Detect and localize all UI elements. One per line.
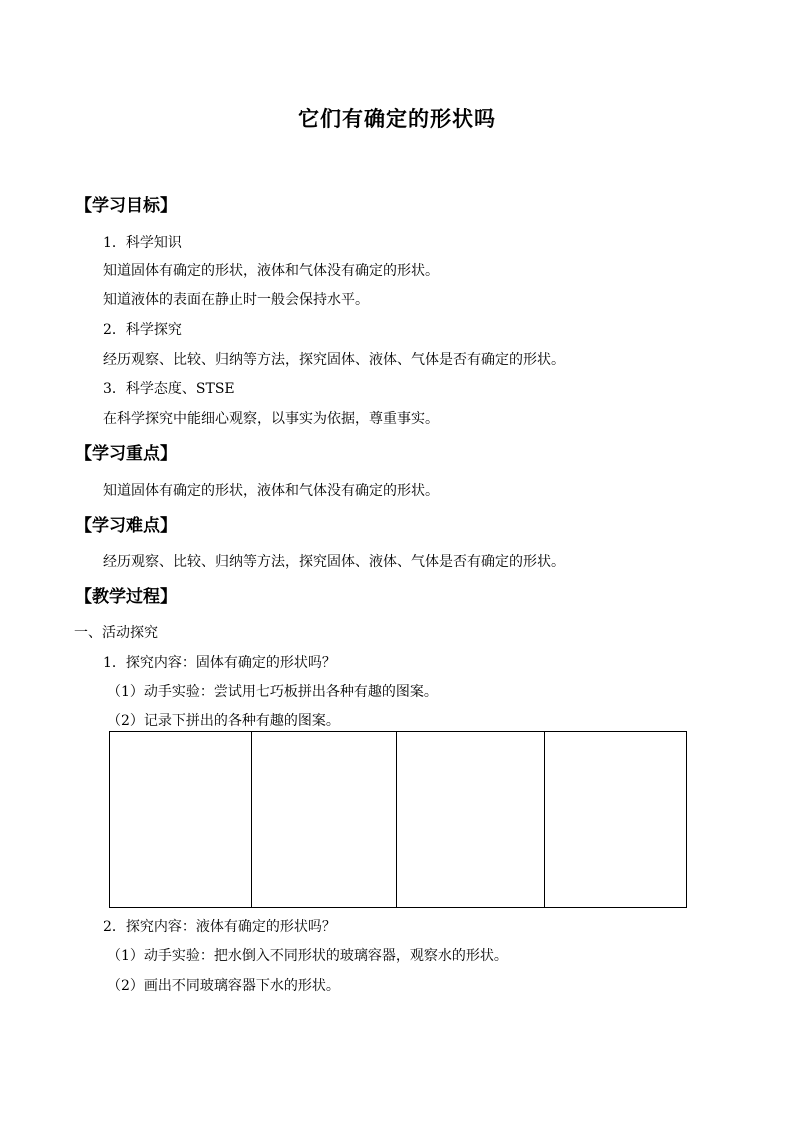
part-title: 一、活动探究: [74, 625, 158, 641]
objective-item: 知道固体有确定的形状，液体和气体没有确定的形状。: [103, 263, 439, 279]
page-title: 它们有确定的形状吗: [298, 106, 496, 131]
difficulties-heading: 【学习难点】: [75, 516, 177, 536]
question-2-step-2: （2）画出不同玻璃容器下水的形状。: [107, 978, 340, 994]
process-heading: 【教学过程】: [75, 587, 177, 607]
objective-item: 在科学探究中能细心观察，以事实为依据，尊重事实。: [103, 411, 439, 427]
objectives-heading: 【学习目标】: [75, 196, 177, 216]
objective-item: 2．科学探究: [103, 322, 182, 338]
question-1: 1．探究内容：固体有确定的形状吗？: [103, 655, 336, 671]
key-points-text: 知道固体有确定的形状，液体和气体没有确定的形状。: [103, 483, 439, 499]
objective-item: 1．科学知识: [103, 235, 182, 251]
objective-item: 3．科学态度、STSE: [103, 381, 235, 397]
question-2: 2．探究内容：液体有确定的形状吗？: [103, 919, 336, 935]
question-1-step-1: （1）动手实验：尝试用七巧板拼出各种有趣的图案。: [107, 684, 438, 700]
key-points-heading: 【学习重点】: [75, 444, 177, 464]
drawing-cell[interactable]: [110, 732, 252, 908]
difficulties-text: 经历观察、比较、归纳等方法，探究固体、液体、气体是否有确定的形状。: [103, 554, 565, 570]
drawing-cell[interactable]: [397, 732, 545, 908]
drawing-cell[interactable]: [545, 732, 687, 908]
objective-item: 知道液体的表面在静止时一般会保持水平。: [103, 292, 369, 308]
question-1-step-2: （2）记录下拼出的各种有趣的图案。: [107, 713, 340, 729]
drawing-grid: [109, 731, 687, 908]
question-2-step-1: （1）动手实验：把水倒入不同形状的玻璃容器，观察水的形状。: [107, 948, 508, 964]
drawing-cell[interactable]: [252, 732, 397, 908]
objective-item: 经历观察、比较、归纳等方法，探究固体、液体、气体是否有确定的形状。: [103, 352, 565, 368]
